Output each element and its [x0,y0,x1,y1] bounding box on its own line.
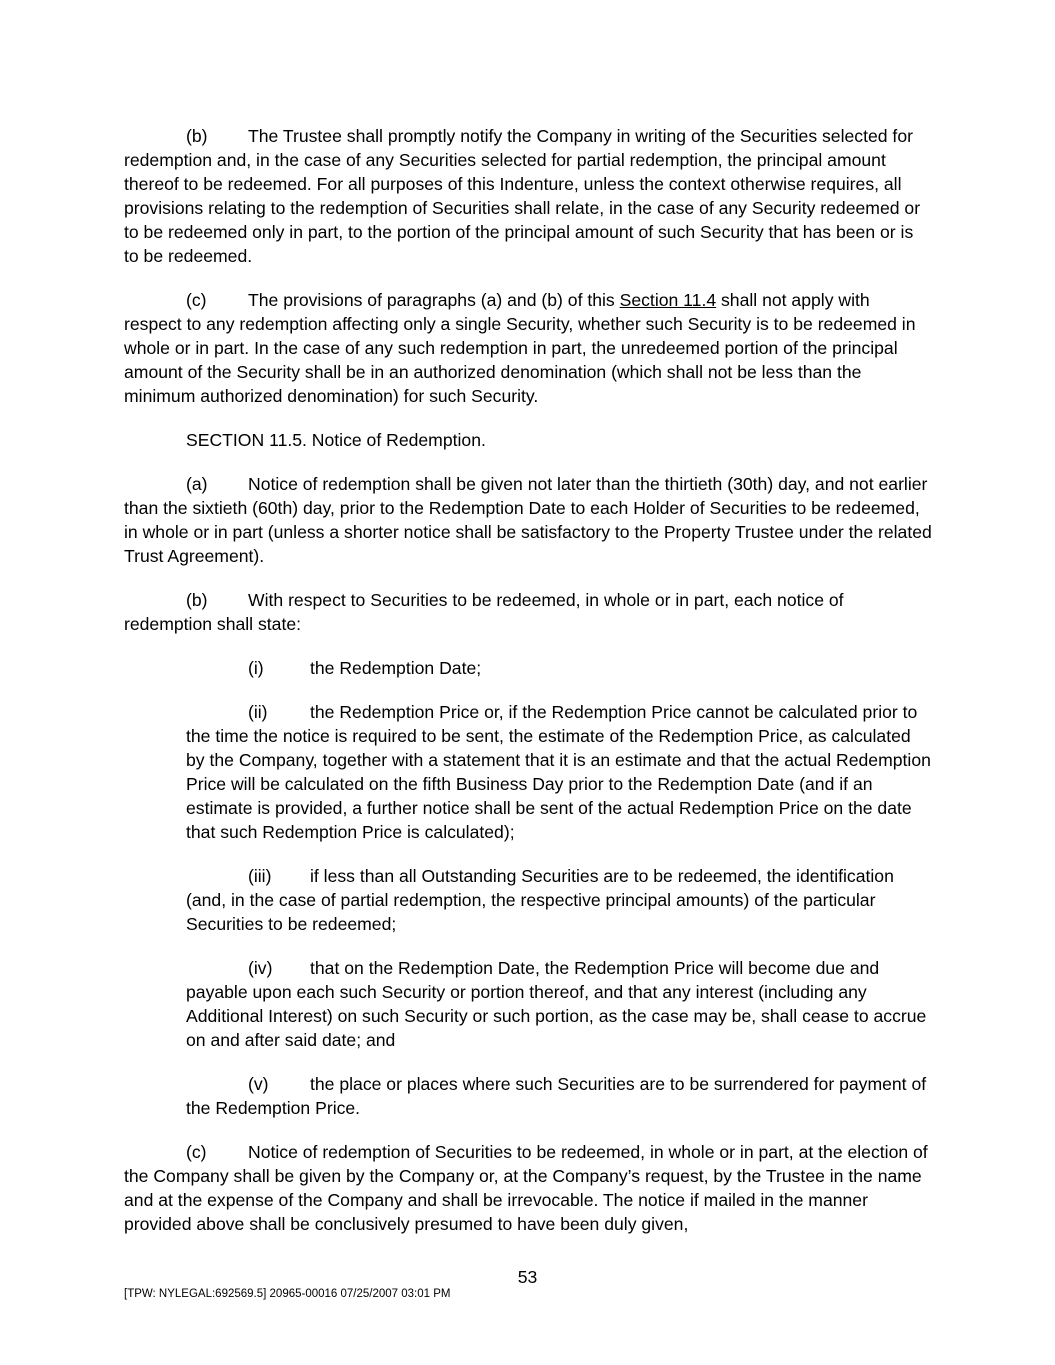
paragraph-label: (c) [186,1142,207,1162]
list-item [186,864,932,936]
page-number: 53 [517,1267,538,1287]
item-text: that on the Redemption Date, the Redemption Price will become due and payable upon each such Security or portion thereof, and that any interest (including any Additional Interest) on such Security or such portion, as the case may be, shall cease to accrue on and after said date; and [186,958,927,1050]
list-item [186,1072,932,1120]
paragraph-11-4-b [124,124,932,268]
paragraph-text: The provisions of paragraphs (a) and (b) of this [248,290,620,310]
paragraph-text: With respect to Securities to be redeemed, in whole or in part, each notice of redemption shall state: [124,590,844,634]
paragraph-label: (c) [186,290,207,310]
paragraph-11-5-c [124,1140,932,1236]
item-label: (ii) [248,702,268,722]
item-label: (v) [248,1074,269,1094]
item-label: (iii) [248,866,272,886]
paragraph-text: Notice of redemption shall be given not later than the thirtieth (30th) day, and not earlier than the sixtieth (60th) day, prior to the Redemption Date to each Holder of Securities to be redeemed, in whole or in part (unless a shorter notice shall be satisfactory to the Property Trustee under the related Trust Agreement). [124,474,932,566]
item-text: if less than all Outstanding Securities are to be redeemed, the identification (and, in the case of partial redemption, the respective principal amounts) of the particular Securities to be redeemed; [186,866,894,934]
paragraph-label: (a) [186,474,208,494]
item-text: the Redemption Date; [310,658,482,678]
list-item [186,956,932,1052]
paragraph-11-5-a [124,472,932,568]
document-body [124,124,932,1256]
list-item [186,700,932,844]
paragraph-text: shall not apply with respect to any redemption affecting only a single Security, whether such Security is to be redeemed in whole or in part. In the case of any such redemption in part, the unredeemed portion of the principal amount of the Security shall be in an authorized denomination (which shall not be less than the minimum authorized denomination) for such Security. [124,290,916,406]
item-text: the place or places where such Securities are to be surrendered for payment of the Redemption Price. [186,1074,927,1118]
item-text: the Redemption Price or, if the Redemption Price cannot be calculated prior to the time the notice is required to be sent, the estimate of the Redemption Price, as calculated by the Company, together with a statement that it is an estimate and that the actual Redemption Price will be calculated on the fifth Business Day prior to the Redemption Date (and if an estimate is provided, a further notice shall be sent of the actual Redemption Price on the date that such Redemption Price is calculated); [186,702,931,842]
list-item [186,656,932,680]
paragraph-11-4-c [124,288,932,408]
paragraph-text: Notice of redemption of Securities to be redeemed, in whole or in part, at the election of the Company shall be given by the Company or, at the Company’s request, by the Trustee in the name and at the expense of the Company and shall be irrevocable. The notice if mailed in the manner provided above shall be conclusively presumed to have been duly given, [124,1142,928,1234]
section-heading: SECTION 11.5. Notice of Redemption. [186,430,486,450]
item-label: (iv) [248,958,273,978]
paragraph-11-5-b [124,588,932,636]
paragraph-text: The Trustee shall promptly notify the Company in writing of the Securities selected for redemption and, in the case of any Securities selected for partial redemption, the principal amount thereof to be redeemed. For all purposes of this Indenture, unless the context otherwise requires, all provisions relating to the redemption of Securities shall relate, in the case of any Security redeemed or to be redeemed only in part, to the portion of the principal amount of such Security that has been or is to be redeemed. [124,126,921,266]
paragraph-label: (b) [186,126,208,146]
section-cross-reference: Section 11.4 [619,290,717,310]
item-label: (i) [248,658,264,678]
paragraph-label: (b) [186,590,208,610]
document-footer: [TPW: NYLEGAL:692569.5] 20965-00016 07/25/2007 03:01 PM [124,1288,451,1300]
